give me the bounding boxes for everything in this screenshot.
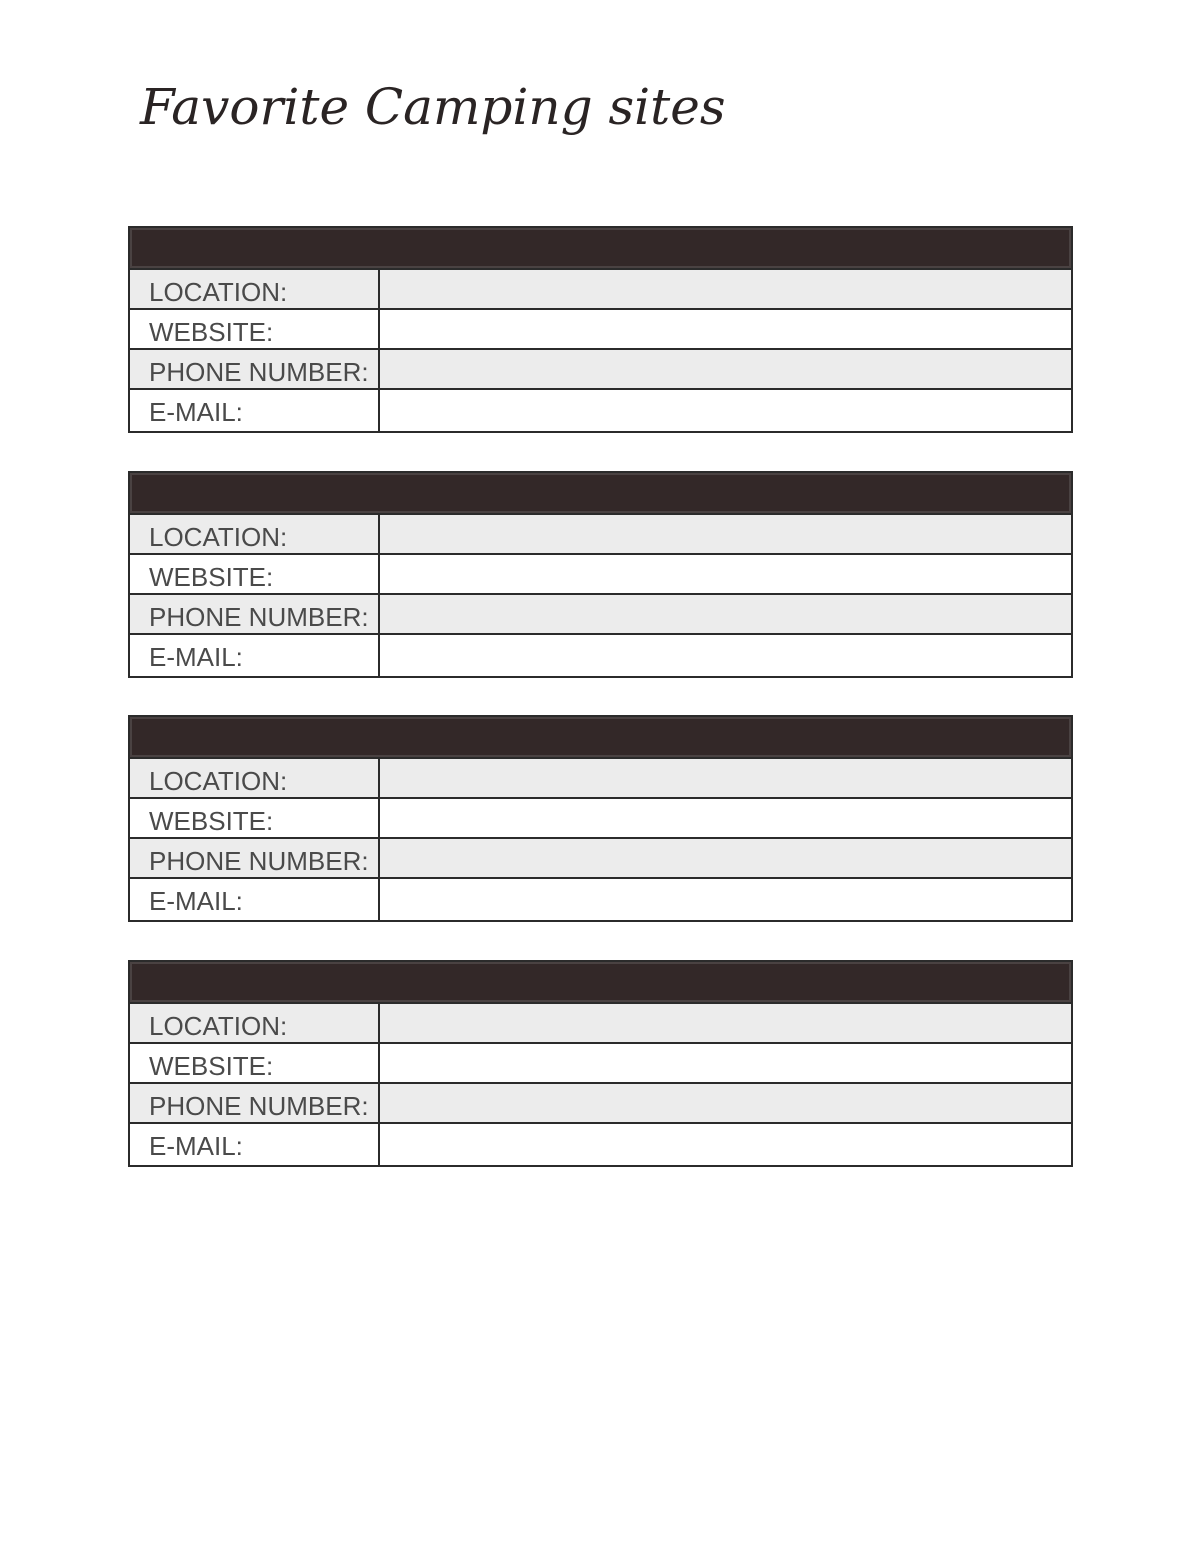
phone-field[interactable] bbox=[380, 595, 1071, 633]
email-field[interactable] bbox=[380, 635, 1071, 676]
website-field[interactable] bbox=[380, 799, 1071, 837]
email-field[interactable] bbox=[380, 879, 1071, 920]
email-label: E-MAIL: bbox=[130, 879, 380, 920]
location-field[interactable] bbox=[380, 515, 1071, 553]
location-label: LOCATION: bbox=[130, 270, 380, 308]
location-label: LOCATION: bbox=[130, 759, 380, 797]
location-label: LOCATION: bbox=[130, 1004, 380, 1042]
campsite-card-2 bbox=[128, 471, 1073, 678]
campsite-name-bar[interactable] bbox=[130, 228, 1071, 270]
email-label: E-MAIL: bbox=[130, 1124, 380, 1165]
website-field[interactable] bbox=[380, 310, 1071, 348]
campsite-name-bar[interactable] bbox=[130, 717, 1071, 759]
website-row bbox=[130, 1044, 1071, 1084]
email-label: E-MAIL: bbox=[130, 635, 380, 676]
email-field[interactable] bbox=[380, 390, 1071, 431]
email-row bbox=[130, 390, 1071, 431]
website-label: WEBSITE: bbox=[130, 310, 380, 348]
website-row bbox=[130, 310, 1071, 350]
email-row bbox=[130, 635, 1071, 676]
phone-row bbox=[130, 1084, 1071, 1124]
phone-field[interactable] bbox=[380, 839, 1071, 877]
website-row bbox=[130, 555, 1071, 595]
location-row bbox=[130, 515, 1071, 555]
phone-row bbox=[130, 350, 1071, 390]
website-field[interactable] bbox=[380, 1044, 1071, 1082]
email-row bbox=[130, 1124, 1071, 1165]
phone-label: PHONE NUMBER: bbox=[130, 350, 380, 388]
email-row bbox=[130, 879, 1071, 920]
location-field[interactable] bbox=[380, 1004, 1071, 1042]
email-label: E-MAIL: bbox=[130, 390, 380, 431]
location-label: LOCATION: bbox=[130, 515, 380, 553]
location-row bbox=[130, 759, 1071, 799]
campsite-card-1 bbox=[128, 226, 1073, 433]
phone-field[interactable] bbox=[380, 1084, 1071, 1122]
location-row bbox=[130, 1004, 1071, 1044]
location-field[interactable] bbox=[380, 759, 1071, 797]
campsite-card-4 bbox=[128, 960, 1073, 1167]
phone-label: PHONE NUMBER: bbox=[130, 1084, 380, 1122]
phone-label: PHONE NUMBER: bbox=[130, 839, 380, 877]
campsite-name-bar[interactable] bbox=[130, 473, 1071, 515]
website-field[interactable] bbox=[380, 555, 1071, 593]
phone-label: PHONE NUMBER: bbox=[130, 595, 380, 633]
phone-field[interactable] bbox=[380, 350, 1071, 388]
email-field[interactable] bbox=[380, 1124, 1071, 1165]
page-title: Favorite Camping sites bbox=[140, 78, 726, 136]
phone-row bbox=[130, 595, 1071, 635]
website-label: WEBSITE: bbox=[130, 555, 380, 593]
location-field[interactable] bbox=[380, 270, 1071, 308]
website-label: WEBSITE: bbox=[130, 1044, 380, 1082]
campsite-name-bar[interactable] bbox=[130, 962, 1071, 1004]
phone-row bbox=[130, 839, 1071, 879]
website-row bbox=[130, 799, 1071, 839]
website-label: WEBSITE: bbox=[130, 799, 380, 837]
location-row bbox=[130, 270, 1071, 310]
campsite-card-3 bbox=[128, 715, 1073, 922]
